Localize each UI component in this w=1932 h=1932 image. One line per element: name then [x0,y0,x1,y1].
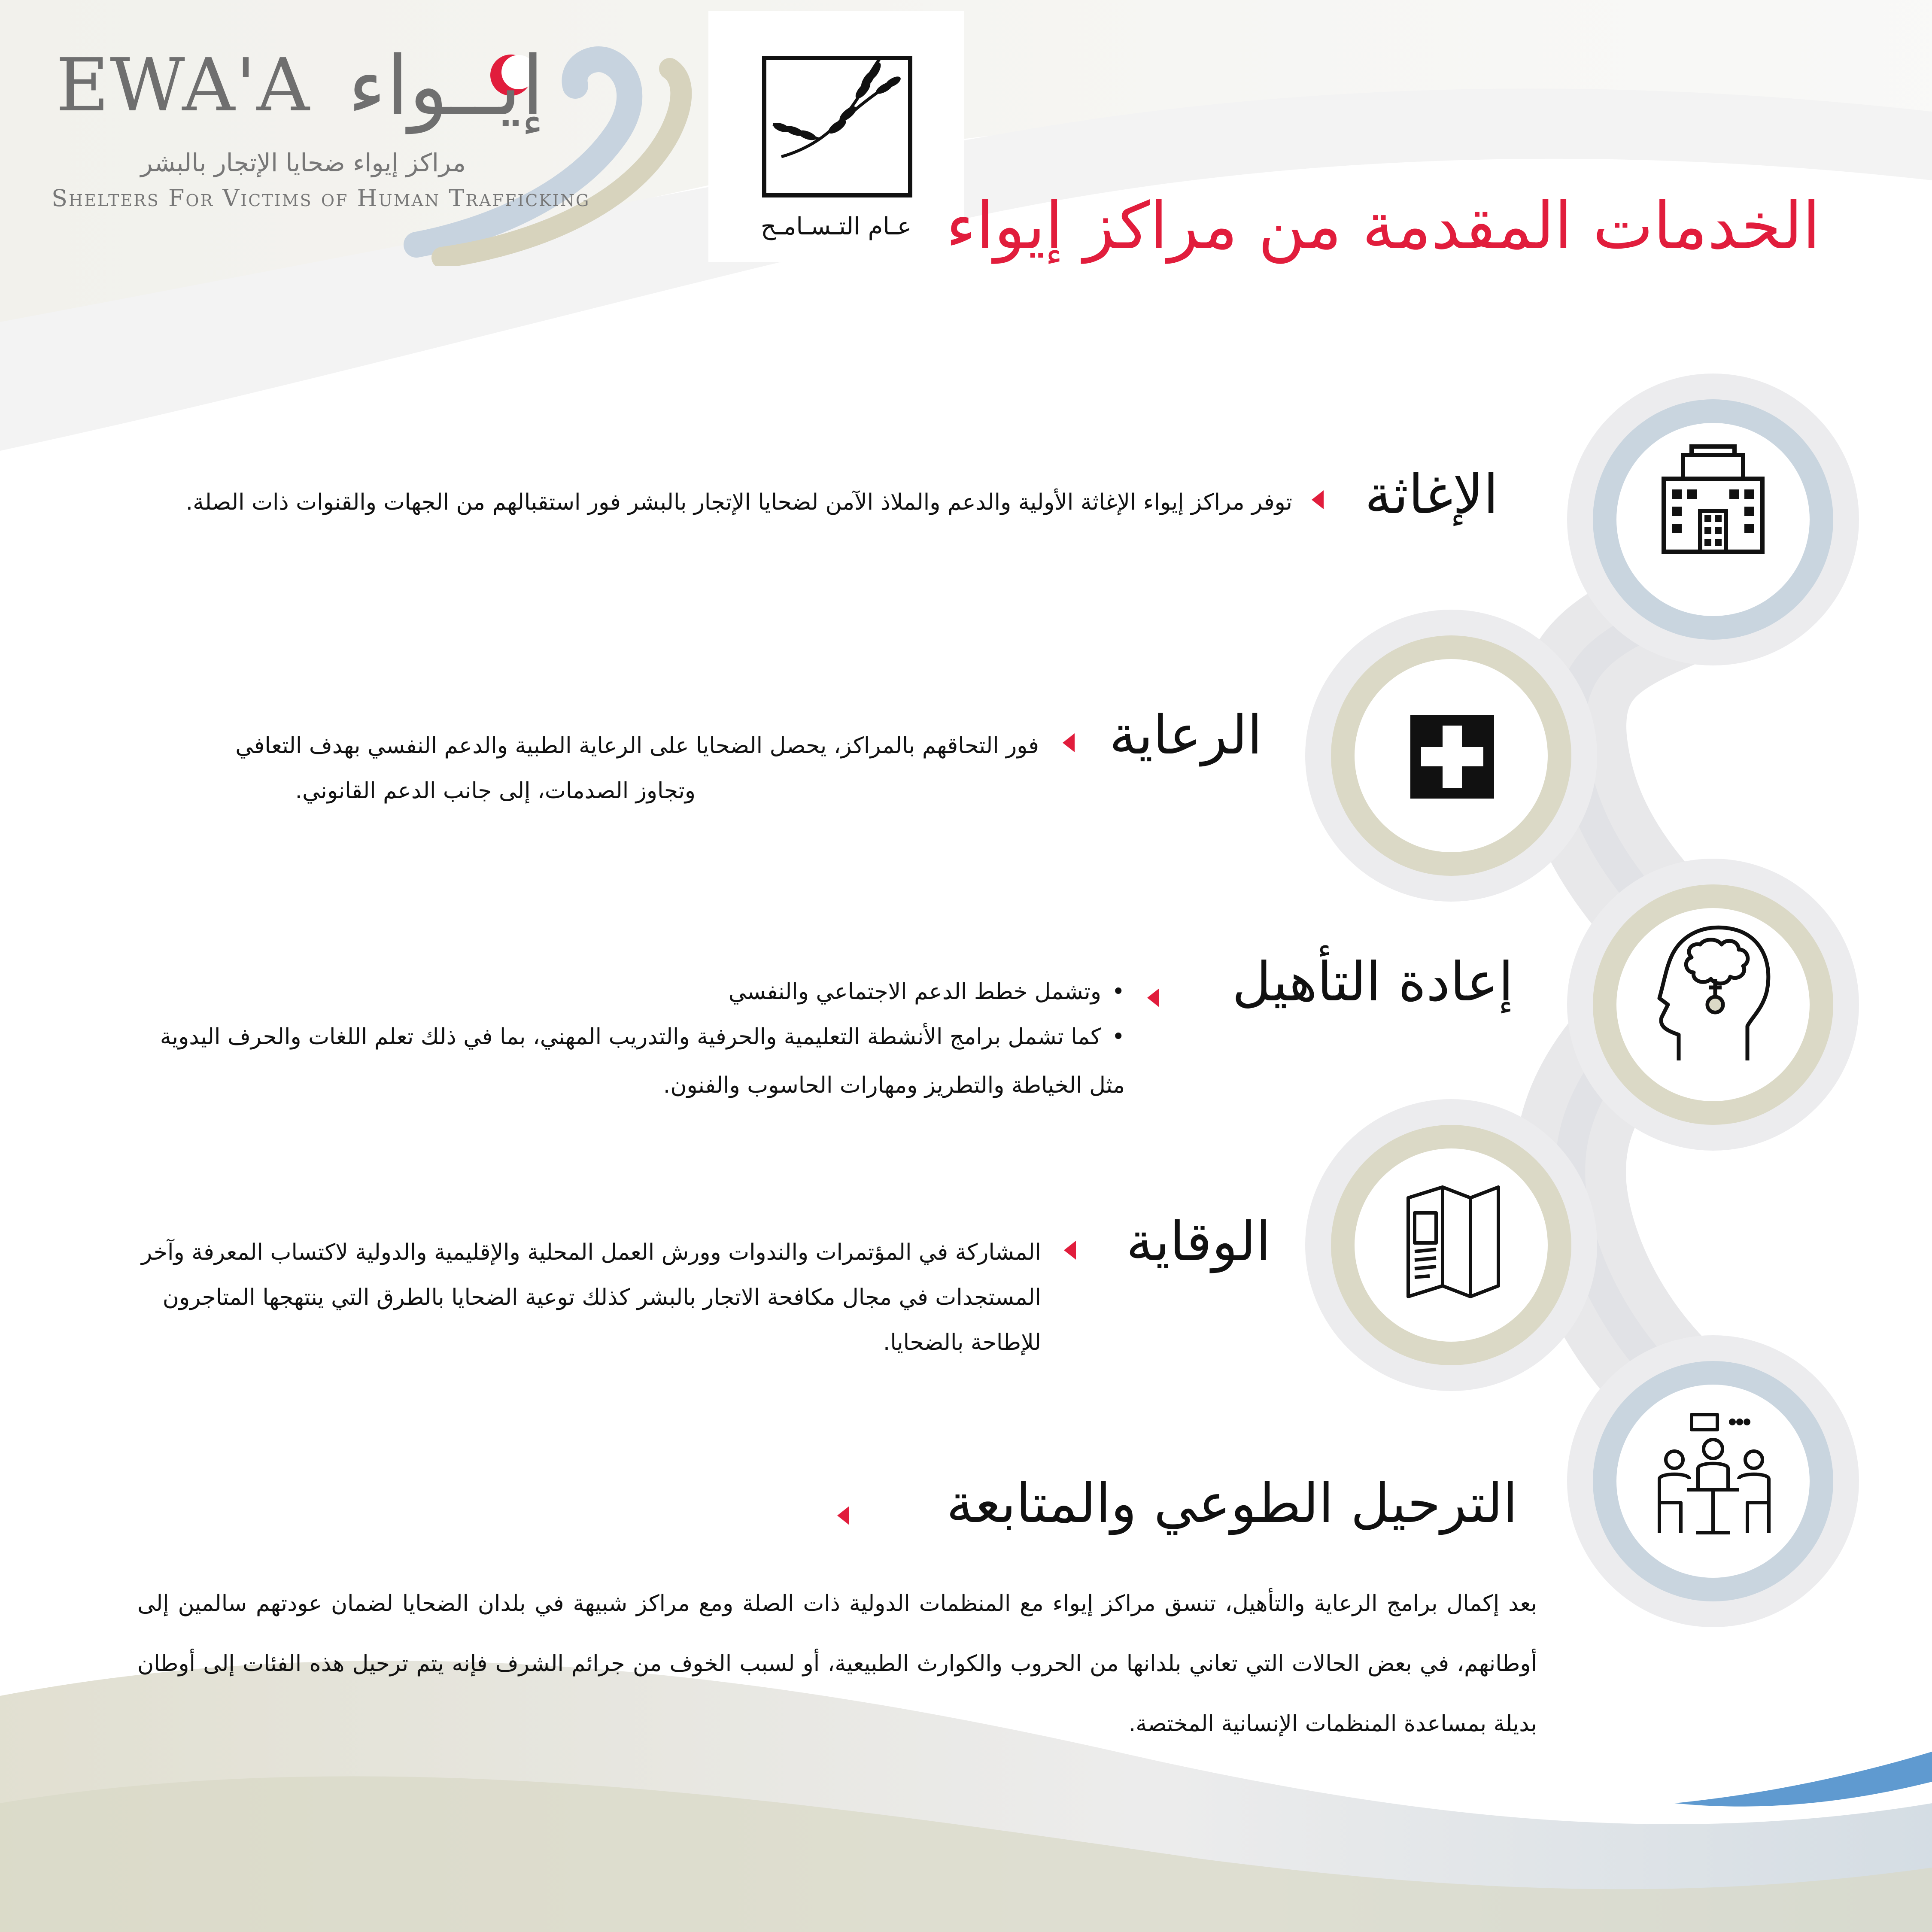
logo-subtitle-english: Shelters For Victims of Human Trafficking [52,185,590,212]
red-arrow-icon [1147,988,1159,1007]
text-line: المشاركة في المؤتمرات والندوات وورش العمل المحلية والإقليمية والدولية لاكتساب المعرفة وآخر [141,1239,1041,1265]
logo-subtitle-arabic: مراكز إيواء ضحايا الإتجار بالبشر [140,148,466,177]
care-circle [1301,605,1601,906]
text-line: للإطاحة بالضحايا. [883,1330,1041,1355]
section-heading-repatriation: الترحيل الطوعي والمتابعة [946,1473,1518,1535]
prevention-circle [1301,1095,1601,1395]
logo-latin-text: EWA'A [56,43,310,128]
red-arrow-icon [1063,733,1075,752]
section-heading-prevention: الوقاية [1126,1211,1271,1273]
logo-arabic-text: إيــواء [348,39,544,134]
bullet-item: • وتشمل خطط الدعم الاجتماعي والنفسي [120,969,1125,1015]
section-text-repatriation: بعد إكمال برامج الرعاية والتأهيل، تنسق مراكز إيواء مع المنظمات الدولية ذات الصلة ومع مراكز شبيهة في بلدان الضحايا لضمان عودتهم سالمين إلى أوطانهم، في بعض الحالات التي تعاني بلدانها من الحروب والكوارث الطبيعية، أو لسبب الخوف من جرائم الشرف فإنه يتم ترحيل هذه الفئات إلى أوطان بديلة بمساعدة المنظمات الإنسانية المختصة. [137,1591,1537,1737]
text-line: توفر مراكز إيواء الإغاثة الأولية والدعم والملاذ الآمن لضحايا الإتجار بالبشر فور استقبالهم من الجهات والقنوات ذات الصلة. [185,489,1292,515]
ewaa-logo [39,34,700,275]
rehabilitation-circle [1563,854,1863,1155]
text-line: فور التحاقهم بالمراكز، يحصل الضحايا على الرعاية الطبية والدعم النفسي بهدف التعافي [235,733,1039,759]
section-heading-relief: الإغاثة [1364,464,1498,526]
red-arrow-icon [837,1506,849,1525]
text-line: وتجاوز الصدمات، إلى جانب الدعم القانوني. [295,778,696,804]
red-arrow-icon [1064,1241,1076,1260]
section-heading-care: الرعاية [1109,704,1262,766]
section-text-relief [133,480,1292,525]
red-arrow-icon [1312,490,1324,509]
page-title: الخدمات المقدمة من مراكز إيواء [945,189,1820,264]
section-text-care [94,723,1039,814]
text-line: مثل الخياطة والتطريز ومهارات الحاسوب والفنون. [663,1072,1125,1098]
year-of-tolerance-label: عـام التـسـامـح [760,213,912,240]
text-line: المستجدات في مجال مكافحة الاتجار بالبشر كذلك توعية الضحايا بالطرق التي ينتهجها المتاجرون [162,1285,1041,1310]
section-text-rehabilitation [120,969,1125,1108]
section-text-prevention [118,1230,1041,1365]
repatriation-circle [1563,1331,1863,1631]
bullet-item: • كما تشمل برامج الأنشطة التعليمية والحرفية والتدريب المهني، بما في ذلك تعلم اللغات والحرف اليدوية [120,1015,1125,1060]
ghaf-tree-icon [756,49,919,204]
section-heading-rehabilitation: إعادة التأهيل [1232,951,1513,1013]
medical-cross-icon [1410,715,1494,799]
relief-circle [1563,369,1863,670]
